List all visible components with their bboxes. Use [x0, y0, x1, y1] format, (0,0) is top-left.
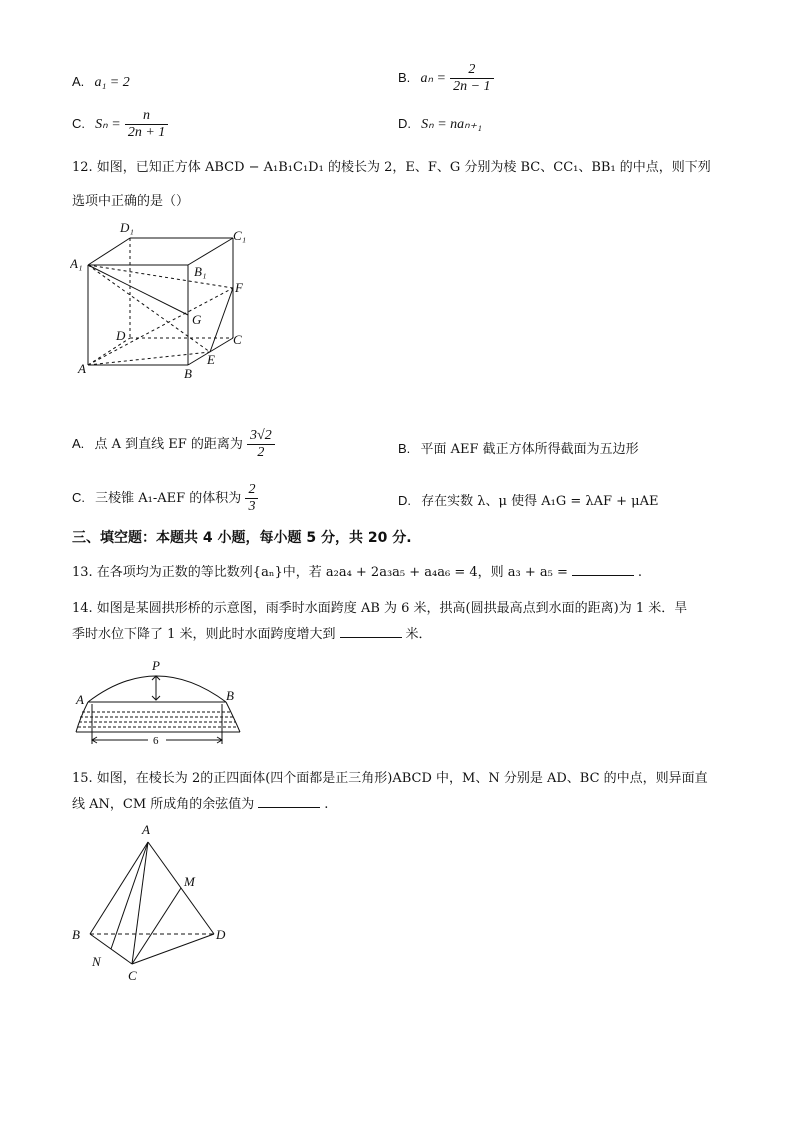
option-text: 平面 AEF 截正方体所得截面为五边形 [420, 442, 639, 457]
option-fraction [247, 428, 275, 461]
q15-line2-text: 线 AN，CM 所成角的余弦值为 [72, 797, 255, 812]
label-a: A [76, 692, 84, 707]
q11-option-c [72, 108, 168, 141]
option-text: 点 A 到直线 EF 的距离为 [94, 437, 243, 452]
label-n: N [92, 954, 101, 969]
label-e: E [207, 352, 215, 367]
label-d1: D₁ [120, 220, 134, 235]
bridge-figure [70, 656, 250, 751]
q14-line1: 14. 如图是某圆拱形桥的示意图，雨季时水面跨度 AB 为 6 米，拱高(圆拱最高点到水面的距离)为 1 米．旱 [72, 601, 688, 616]
label-b1: B₁ [194, 264, 207, 279]
option-fraction [245, 482, 258, 515]
q15-line1: 15. 如图，在棱长为 2的正四面体(四个面都是正三角形)ABCD 中，M、N 分别是 AD、BC 的中点，则异面直 [72, 771, 708, 786]
option-label: B. [398, 70, 411, 85]
option-label: A. [72, 74, 85, 89]
fraction-numerator: 2 [450, 62, 493, 79]
option-expr: a₁ = 2 [94, 75, 130, 90]
option-label: A. [72, 436, 85, 451]
q15-stem [72, 766, 722, 818]
q15-answer-blank [258, 793, 320, 808]
cube-figure [70, 220, 260, 385]
edge-ab [90, 842, 148, 934]
line-cm [132, 888, 181, 964]
label-c: C [128, 968, 137, 983]
label-a: A [142, 822, 150, 837]
q12-stem-line2: 选项中正确的是（） [72, 194, 190, 209]
q12-stem-line1: 12. 如图，已知正方体 ABCD − A₁B₁C₁D₁ 的棱长为 2，E、F、G 分别为棱 BC、CC₁、BB₁ 的中点，则下列 [72, 160, 711, 175]
q15-line2 [72, 792, 722, 818]
label-b: B [226, 688, 234, 703]
q11-option-a [72, 74, 130, 91]
q12-option-b [398, 438, 639, 457]
option-label: D. [398, 116, 411, 131]
q13-end: . [637, 565, 643, 580]
label-b: B [72, 927, 80, 942]
q14-line2 [72, 622, 722, 648]
label-f: F [235, 280, 243, 295]
q12-option-c [72, 482, 258, 515]
q12-option-a [72, 428, 275, 461]
edge-b1c1 [188, 238, 233, 265]
edge-cd [132, 934, 214, 964]
section-fill-in-title: 三、填空题：本题共 4 小题，每小题 5 分，共 20 分. [72, 530, 412, 546]
label-b: B [184, 366, 192, 381]
line-ef [210, 288, 233, 352]
label-c: C [233, 332, 242, 347]
q14-stem [72, 596, 722, 648]
edge-a1d1 [88, 238, 130, 265]
fraction-numerator: 2 [245, 482, 258, 499]
label-a1: A₁ [70, 256, 83, 271]
label-c1: C₁ [233, 228, 247, 243]
q14-line2-end: 米． [405, 627, 432, 642]
option-label: C. [72, 116, 85, 131]
option-fraction [125, 108, 168, 141]
fraction-numerator: n [125, 108, 168, 125]
line-a1e [88, 265, 210, 352]
label-d: D [216, 927, 226, 942]
label-p: P [152, 658, 160, 673]
fraction-denominator: 2 [257, 445, 265, 460]
option-lhs: aₙ = [420, 71, 446, 86]
option-fraction [450, 62, 493, 95]
arch-curve [88, 676, 226, 702]
q14-line2-text: 季时水位下降了 1 米，则此时水面跨度增大到 [72, 627, 336, 642]
option-label: C. [72, 490, 85, 505]
label-d: D [116, 328, 126, 343]
q11-option-b [398, 62, 494, 95]
option-expr: Sₙ = naₙ₊₁ [421, 117, 483, 132]
q12-option-d [398, 490, 659, 509]
tetrahedron-figure [66, 820, 246, 990]
q13-text: 13. 在各项均为正数的等比数列{aₙ}中，若 a₂a₄ + 2a₃a₅ + a₄a₆ = 4，则 a₃ + a₅ = [72, 565, 568, 580]
line-an [111, 842, 148, 949]
q11-option-d [398, 116, 482, 133]
fraction-denominator: 2n + 1 [127, 125, 166, 140]
q14-answer-blank [340, 623, 402, 638]
option-label: D. [398, 493, 411, 508]
option-label: B. [398, 441, 411, 456]
label-m: M [184, 874, 195, 889]
option-lhs: Sₙ = [95, 117, 121, 132]
option-text: 三棱锥 A₁-AEF 的体积为 [95, 491, 242, 506]
q12-stem [72, 155, 722, 215]
label-a: A [78, 361, 86, 376]
fraction-numerator: 3√2 [247, 428, 275, 445]
label-g: G [192, 312, 202, 327]
edge-ac [132, 842, 148, 964]
label-span: 6 [153, 735, 159, 747]
line-a1f [88, 265, 233, 288]
fraction-denominator: 3 [248, 499, 256, 514]
fraction-denominator: 2n − 1 [453, 79, 491, 94]
option-text: 存在实数 λ、μ 使得 A₁G = λAF + μAE [421, 494, 659, 509]
q13-stem [72, 560, 722, 586]
q15-line2-end: . [324, 797, 329, 812]
q13-answer-blank [572, 561, 634, 576]
